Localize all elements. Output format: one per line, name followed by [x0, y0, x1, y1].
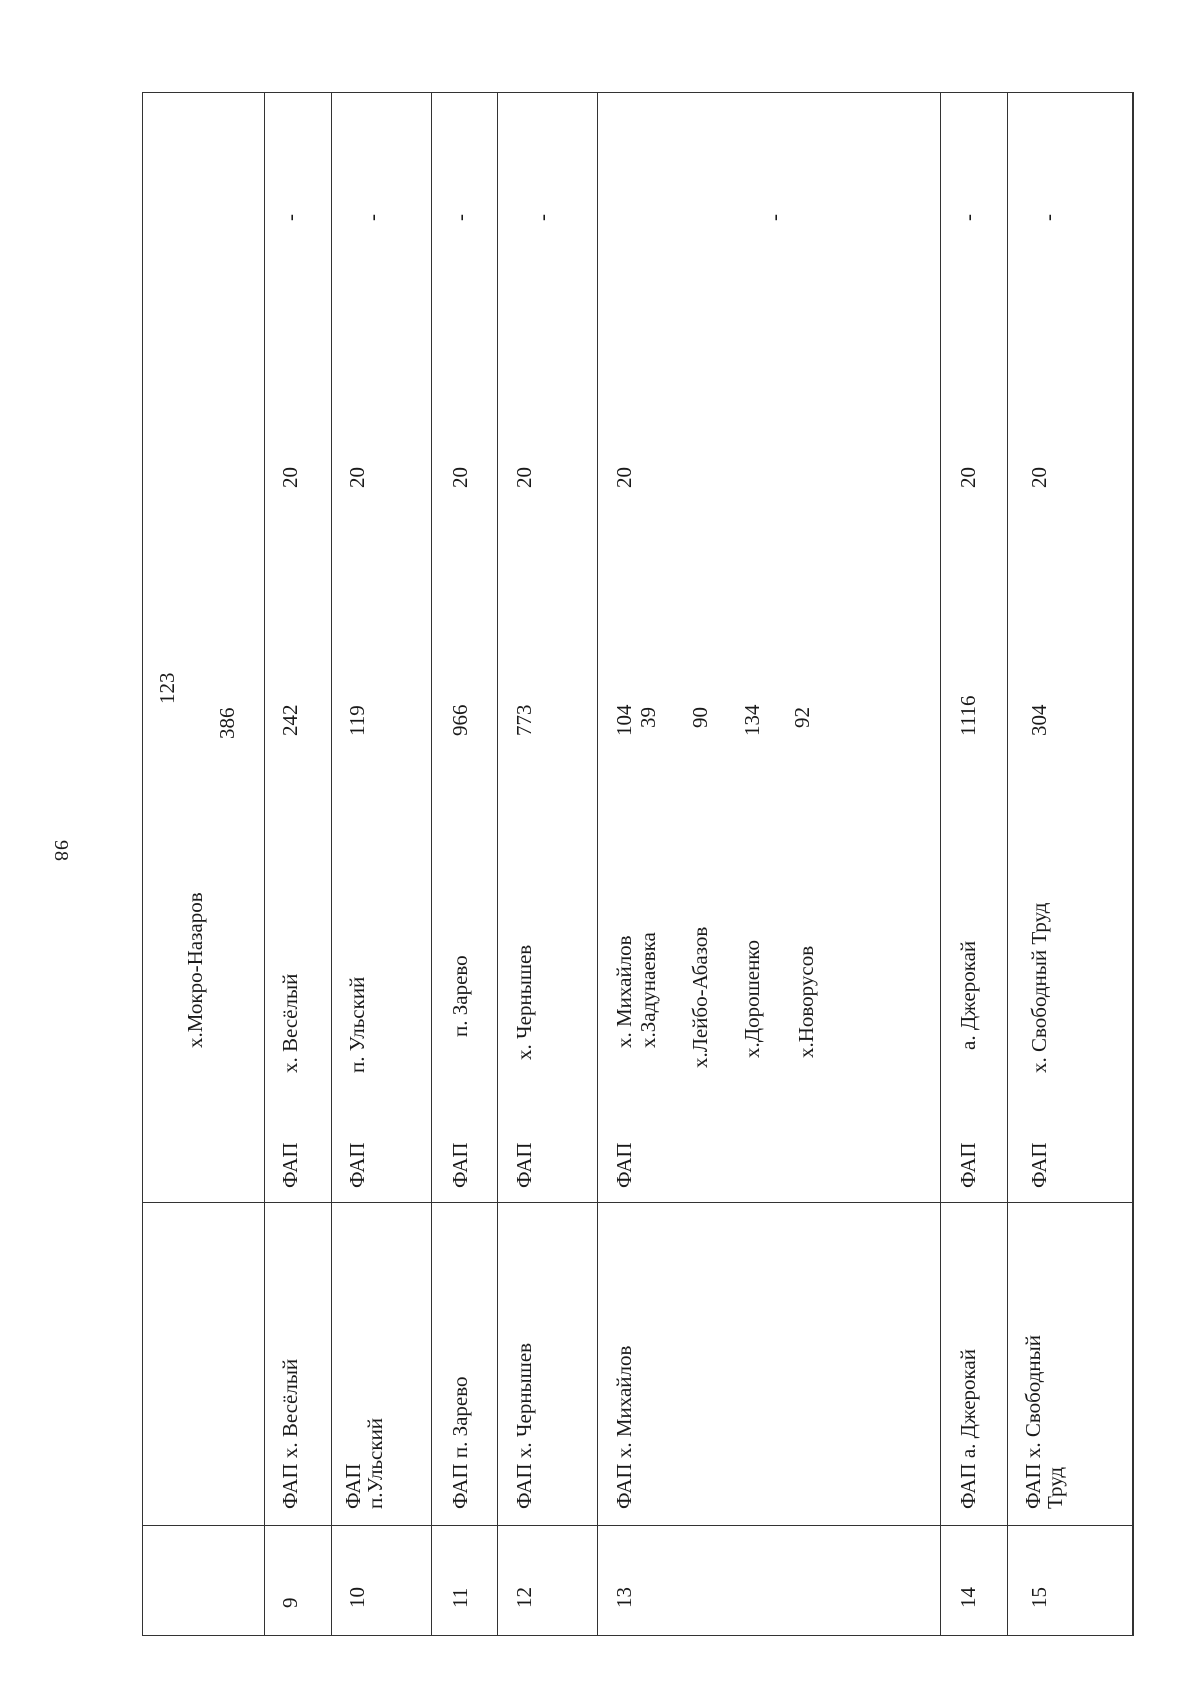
row-divider: [142, 1525, 1133, 1526]
row-number: 10: [345, 1587, 369, 1608]
facility-name: ФАП п. Зарево: [448, 1376, 472, 1509]
page-number: 98: [50, 840, 72, 862]
radius: 20: [345, 467, 369, 488]
locality: п. Ульский: [345, 976, 369, 1073]
col-divider: [497, 92, 498, 1636]
col-divider: [431, 92, 432, 1636]
facility-type: ФАП: [612, 1142, 636, 1188]
radius: 20: [956, 467, 980, 488]
col-divider: [331, 92, 332, 1636]
col-divider: [1133, 92, 1134, 1636]
population: 773: [512, 704, 536, 736]
row-number: 15: [1027, 1587, 1051, 1608]
locality: х.Дорошенко: [740, 940, 764, 1058]
population: 966: [448, 704, 472, 736]
locality: х. Михайлов: [612, 935, 636, 1048]
locality: х. Весёлый: [278, 973, 302, 1073]
facility-name: ФАП а. Джерокай: [956, 1349, 980, 1509]
row-number: 11: [448, 1587, 472, 1608]
population: 119: [345, 705, 369, 736]
locality: а. Джерокай: [956, 940, 980, 1050]
facility-type: ФАП: [1027, 1142, 1051, 1188]
row-divider: [142, 1202, 1133, 1203]
radius: 20: [612, 467, 636, 488]
note: -: [448, 214, 472, 221]
locality: х.Новорусов: [794, 945, 818, 1058]
facility-name: ФАП п.Ульский: [341, 1417, 387, 1509]
locality: п. Зарево: [448, 955, 472, 1037]
radius: 20: [448, 467, 472, 488]
facility-name: ФАП х. Чернышев: [512, 1342, 536, 1509]
facility-type: ФАП: [278, 1142, 302, 1188]
facility-type: ФАП: [448, 1142, 472, 1188]
radius: 20: [512, 467, 536, 488]
facility-type: ФАП: [956, 1142, 980, 1188]
row-number: 13: [612, 1587, 636, 1608]
facility-type: ФАП: [345, 1142, 369, 1188]
facility-name: ФАП х. Весёлый: [278, 1358, 302, 1509]
population: 92: [790, 707, 814, 728]
col-divider: [142, 92, 143, 1636]
locality: х.Лейбо-Абазов: [688, 926, 712, 1068]
col-divider: [264, 92, 265, 1636]
note: -: [360, 214, 384, 221]
row-number: 14: [956, 1587, 980, 1608]
population: 304: [1027, 704, 1051, 736]
facility-name: ФАП х. Михайлов: [612, 1345, 636, 1509]
locality: х.Задунаевка: [636, 932, 660, 1048]
row-number: 12: [512, 1587, 536, 1608]
col-divider: [597, 92, 598, 1636]
facility-type: ФАП: [512, 1142, 536, 1188]
note: -: [278, 214, 302, 221]
population: 90: [688, 707, 712, 728]
continuation-locality: х.Мокро-Назаров: [183, 892, 207, 1048]
radius: 20: [1027, 467, 1051, 488]
note: -: [530, 214, 554, 221]
population: 104: [612, 704, 636, 736]
col-divider: [940, 92, 941, 1636]
population: 242: [278, 704, 302, 736]
population: 1116: [956, 695, 980, 736]
note: -: [762, 214, 786, 221]
continuation-value: 123: [155, 672, 179, 704]
note: -: [956, 214, 980, 221]
locality: х. Свободный Труд: [1027, 902, 1051, 1073]
col-divider: [1007, 92, 1008, 1636]
continuation-value: 386: [215, 707, 239, 739]
facility-name: ФАП х. Свободный Труд: [1021, 1335, 1067, 1509]
radius: 20: [278, 467, 302, 488]
note: -: [1036, 214, 1060, 221]
population: 39: [636, 707, 660, 728]
population: 134: [740, 704, 764, 736]
row-number: 9: [278, 1597, 302, 1608]
locality: х. Чернышев: [512, 944, 536, 1060]
